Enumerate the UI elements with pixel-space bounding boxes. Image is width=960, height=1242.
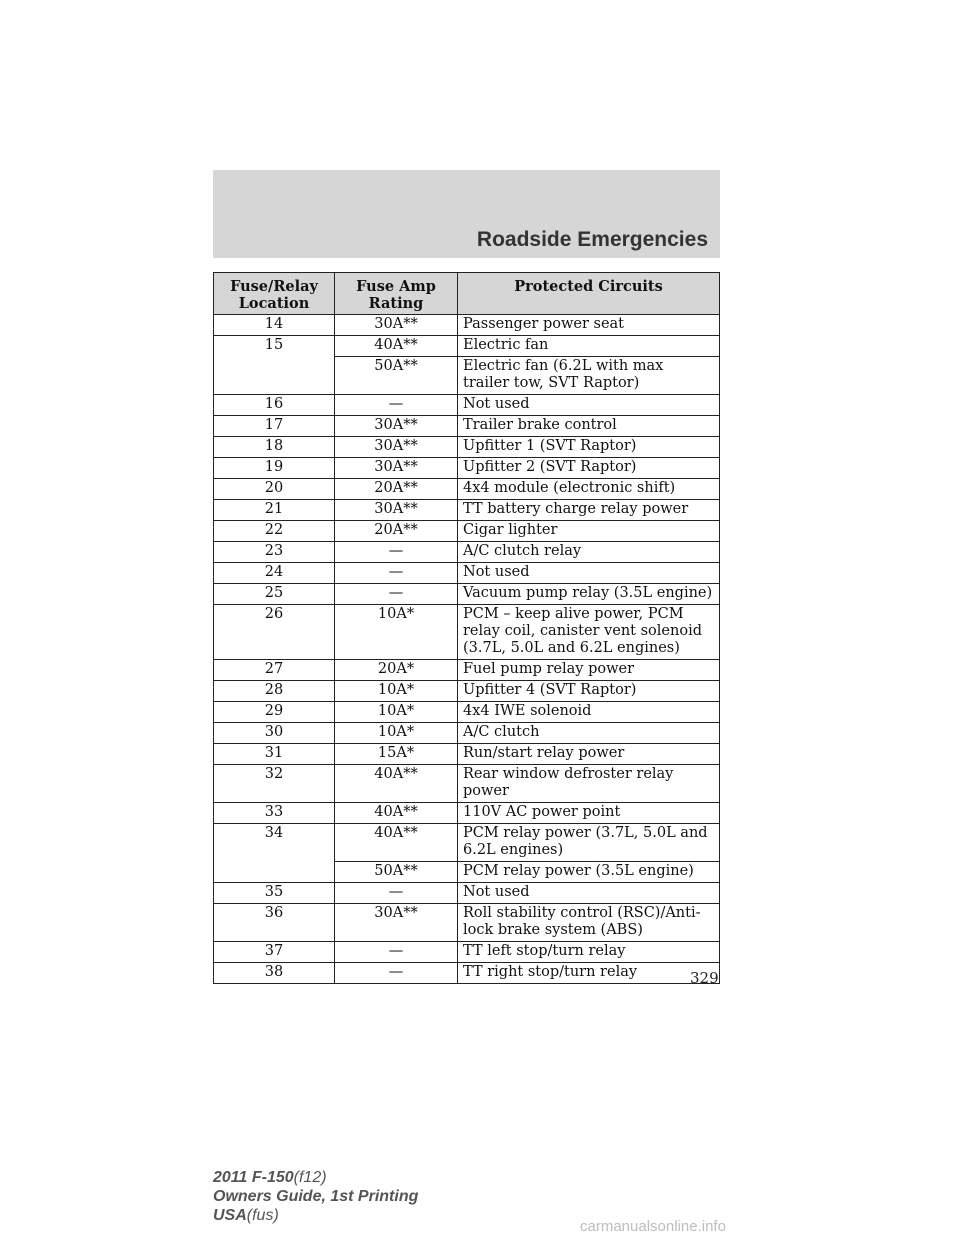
cell-protected-circuit: Vacuum pump relay (3.5L engine): [458, 584, 720, 605]
cell-amp-rating: 10A*: [335, 605, 458, 660]
cell-protected-circuit: TT battery charge relay power: [458, 500, 720, 521]
cell-protected-circuit: A/C clutch relay: [458, 542, 720, 563]
table-row: [214, 883, 720, 904]
table-row: [214, 416, 720, 437]
cell-location: 27: [214, 660, 335, 681]
cell-protected-circuit: TT right stop/turn relay: [458, 963, 720, 984]
cell-amp-rating: 40A**: [335, 765, 458, 803]
fuse-table-body: [214, 315, 720, 984]
cell-amp-rating: —: [335, 542, 458, 563]
cell-protected-circuit: 4x4 module (electronic shift): [458, 479, 720, 500]
cell-amp-rating: —: [335, 563, 458, 584]
cell-protected-circuit: 110V AC power point: [458, 803, 720, 824]
cell-protected-circuit: PCM relay power (3.5L engine): [458, 862, 720, 883]
cell-protected-circuit: A/C clutch: [458, 723, 720, 744]
table-row: [214, 458, 720, 479]
cell-protected-circuit: TT left stop/turn relay: [458, 942, 720, 963]
section-title: Roadside Emergencies: [476, 228, 708, 251]
cell-location: 37: [214, 942, 335, 963]
cell-location: 16: [214, 395, 335, 416]
cell-amp-rating: 40A**: [335, 824, 458, 862]
cell-location: 19: [214, 458, 335, 479]
cell-location: 36: [214, 904, 335, 942]
cell-location: 35: [214, 883, 335, 904]
cell-amp-rating: 10A*: [335, 681, 458, 702]
cell-amp-rating: —: [335, 963, 458, 984]
table-header-row: [214, 273, 720, 315]
footer-model-code: (f12): [293, 1169, 327, 1186]
watermark: carmanualsonline.info: [580, 1218, 726, 1235]
footer-model: 2011 F-150: [213, 1169, 294, 1186]
cell-location: 30: [214, 723, 335, 744]
cell-amp-rating: 10A*: [335, 702, 458, 723]
print-footer: [213, 1168, 418, 1225]
table-row: [214, 584, 720, 605]
page-number: 329: [690, 969, 719, 987]
cell-location: 20: [214, 479, 335, 500]
cell-amp-rating: 15A*: [335, 744, 458, 765]
cell-protected-circuit: Not used: [458, 883, 720, 904]
cell-location: 18: [214, 437, 335, 458]
cell-protected-circuit: Upfitter 1 (SVT Raptor): [458, 437, 720, 458]
cell-location: 33: [214, 803, 335, 824]
cell-protected-circuit: Upfitter 4 (SVT Raptor): [458, 681, 720, 702]
table-row: [214, 563, 720, 584]
table-row: [214, 336, 720, 357]
cell-amp-rating: 20A**: [335, 479, 458, 500]
cell-protected-circuit: 4x4 IWE solenoid: [458, 702, 720, 723]
table-row: [214, 765, 720, 803]
cell-location: 15: [214, 336, 335, 395]
cell-location: 32: [214, 765, 335, 803]
footer-market: USA: [213, 1207, 247, 1224]
cell-location: 29: [214, 702, 335, 723]
cell-location: 34: [214, 824, 335, 883]
header-location: Fuse/Relay Location: [214, 273, 335, 315]
cell-location: 28: [214, 681, 335, 702]
cell-location: 31: [214, 744, 335, 765]
cell-amp-rating: 30A**: [335, 500, 458, 521]
table-row: [214, 315, 720, 336]
table-row: [214, 660, 720, 681]
table-row: [214, 521, 720, 542]
table-row: [214, 723, 720, 744]
table-row: [214, 942, 720, 963]
cell-protected-circuit: Not used: [458, 563, 720, 584]
cell-protected-circuit: Rear window defroster relay power: [458, 765, 720, 803]
cell-amp-rating: —: [335, 395, 458, 416]
table-row: [214, 904, 720, 942]
cell-protected-circuit: PCM – keep alive power, PCM relay coil, canister vent solenoid (3.7L, 5.0L and 6.2L engines): [458, 605, 720, 660]
cell-protected-circuit: Electric fan (6.2L with max trailer tow, SVT Raptor): [458, 357, 720, 395]
cell-amp-rating: 40A**: [335, 336, 458, 357]
cell-protected-circuit: PCM relay power (3.7L, 5.0L and 6.2L engines): [458, 824, 720, 862]
cell-location: 17: [214, 416, 335, 437]
cell-location: 26: [214, 605, 335, 660]
table-row: [214, 824, 720, 862]
cell-amp-rating: —: [335, 942, 458, 963]
header-amp-rating: Fuse Amp Rating: [335, 273, 458, 315]
cell-amp-rating: 20A**: [335, 521, 458, 542]
cell-protected-circuit: Cigar lighter: [458, 521, 720, 542]
cell-amp-rating: —: [335, 883, 458, 904]
footer-printing: Owners Guide, 1st Printing: [213, 1188, 419, 1205]
cell-protected-circuit: Trailer brake control: [458, 416, 720, 437]
footer-market-code: (fus): [246, 1207, 279, 1224]
cell-location: 24: [214, 563, 335, 584]
cell-amp-rating: 40A**: [335, 803, 458, 824]
cell-amp-rating: 30A**: [335, 904, 458, 942]
cell-amp-rating: —: [335, 584, 458, 605]
cell-protected-circuit: Roll stability control (RSC)/Anti-lock brake system (ABS): [458, 904, 720, 942]
table-row: [214, 500, 720, 521]
cell-location: 21: [214, 500, 335, 521]
table-row: [214, 702, 720, 723]
header-protected-circuits: Protected Circuits: [458, 273, 720, 315]
table-row: [214, 437, 720, 458]
cell-protected-circuit: Not used: [458, 395, 720, 416]
table-row: [214, 542, 720, 563]
cell-location: 23: [214, 542, 335, 563]
cell-amp-rating: 30A**: [335, 437, 458, 458]
table-row: [214, 681, 720, 702]
cell-protected-circuit: Passenger power seat: [458, 315, 720, 336]
cell-protected-circuit: Electric fan: [458, 336, 720, 357]
cell-location: 25: [214, 584, 335, 605]
cell-amp-rating: 50A**: [335, 862, 458, 883]
table-row: [214, 803, 720, 824]
cell-amp-rating: 20A*: [335, 660, 458, 681]
table-row: [214, 395, 720, 416]
cell-amp-rating: 50A**: [335, 357, 458, 395]
fuse-table: [213, 272, 720, 984]
table-row: [214, 963, 720, 984]
cell-protected-circuit: Upfitter 2 (SVT Raptor): [458, 458, 720, 479]
cell-amp-rating: 30A**: [335, 458, 458, 479]
cell-location: 22: [214, 521, 335, 542]
cell-protected-circuit: Fuel pump relay power: [458, 660, 720, 681]
cell-location: 38: [214, 963, 335, 984]
cell-location: 14: [214, 315, 335, 336]
cell-amp-rating: 30A**: [335, 315, 458, 336]
cell-protected-circuit: Run/start relay power: [458, 744, 720, 765]
cell-amp-rating: 10A*: [335, 723, 458, 744]
table-row: [214, 744, 720, 765]
cell-amp-rating: 30A**: [335, 416, 458, 437]
table-row: [214, 605, 720, 660]
table-row: [214, 479, 720, 500]
header-band: [213, 170, 720, 258]
